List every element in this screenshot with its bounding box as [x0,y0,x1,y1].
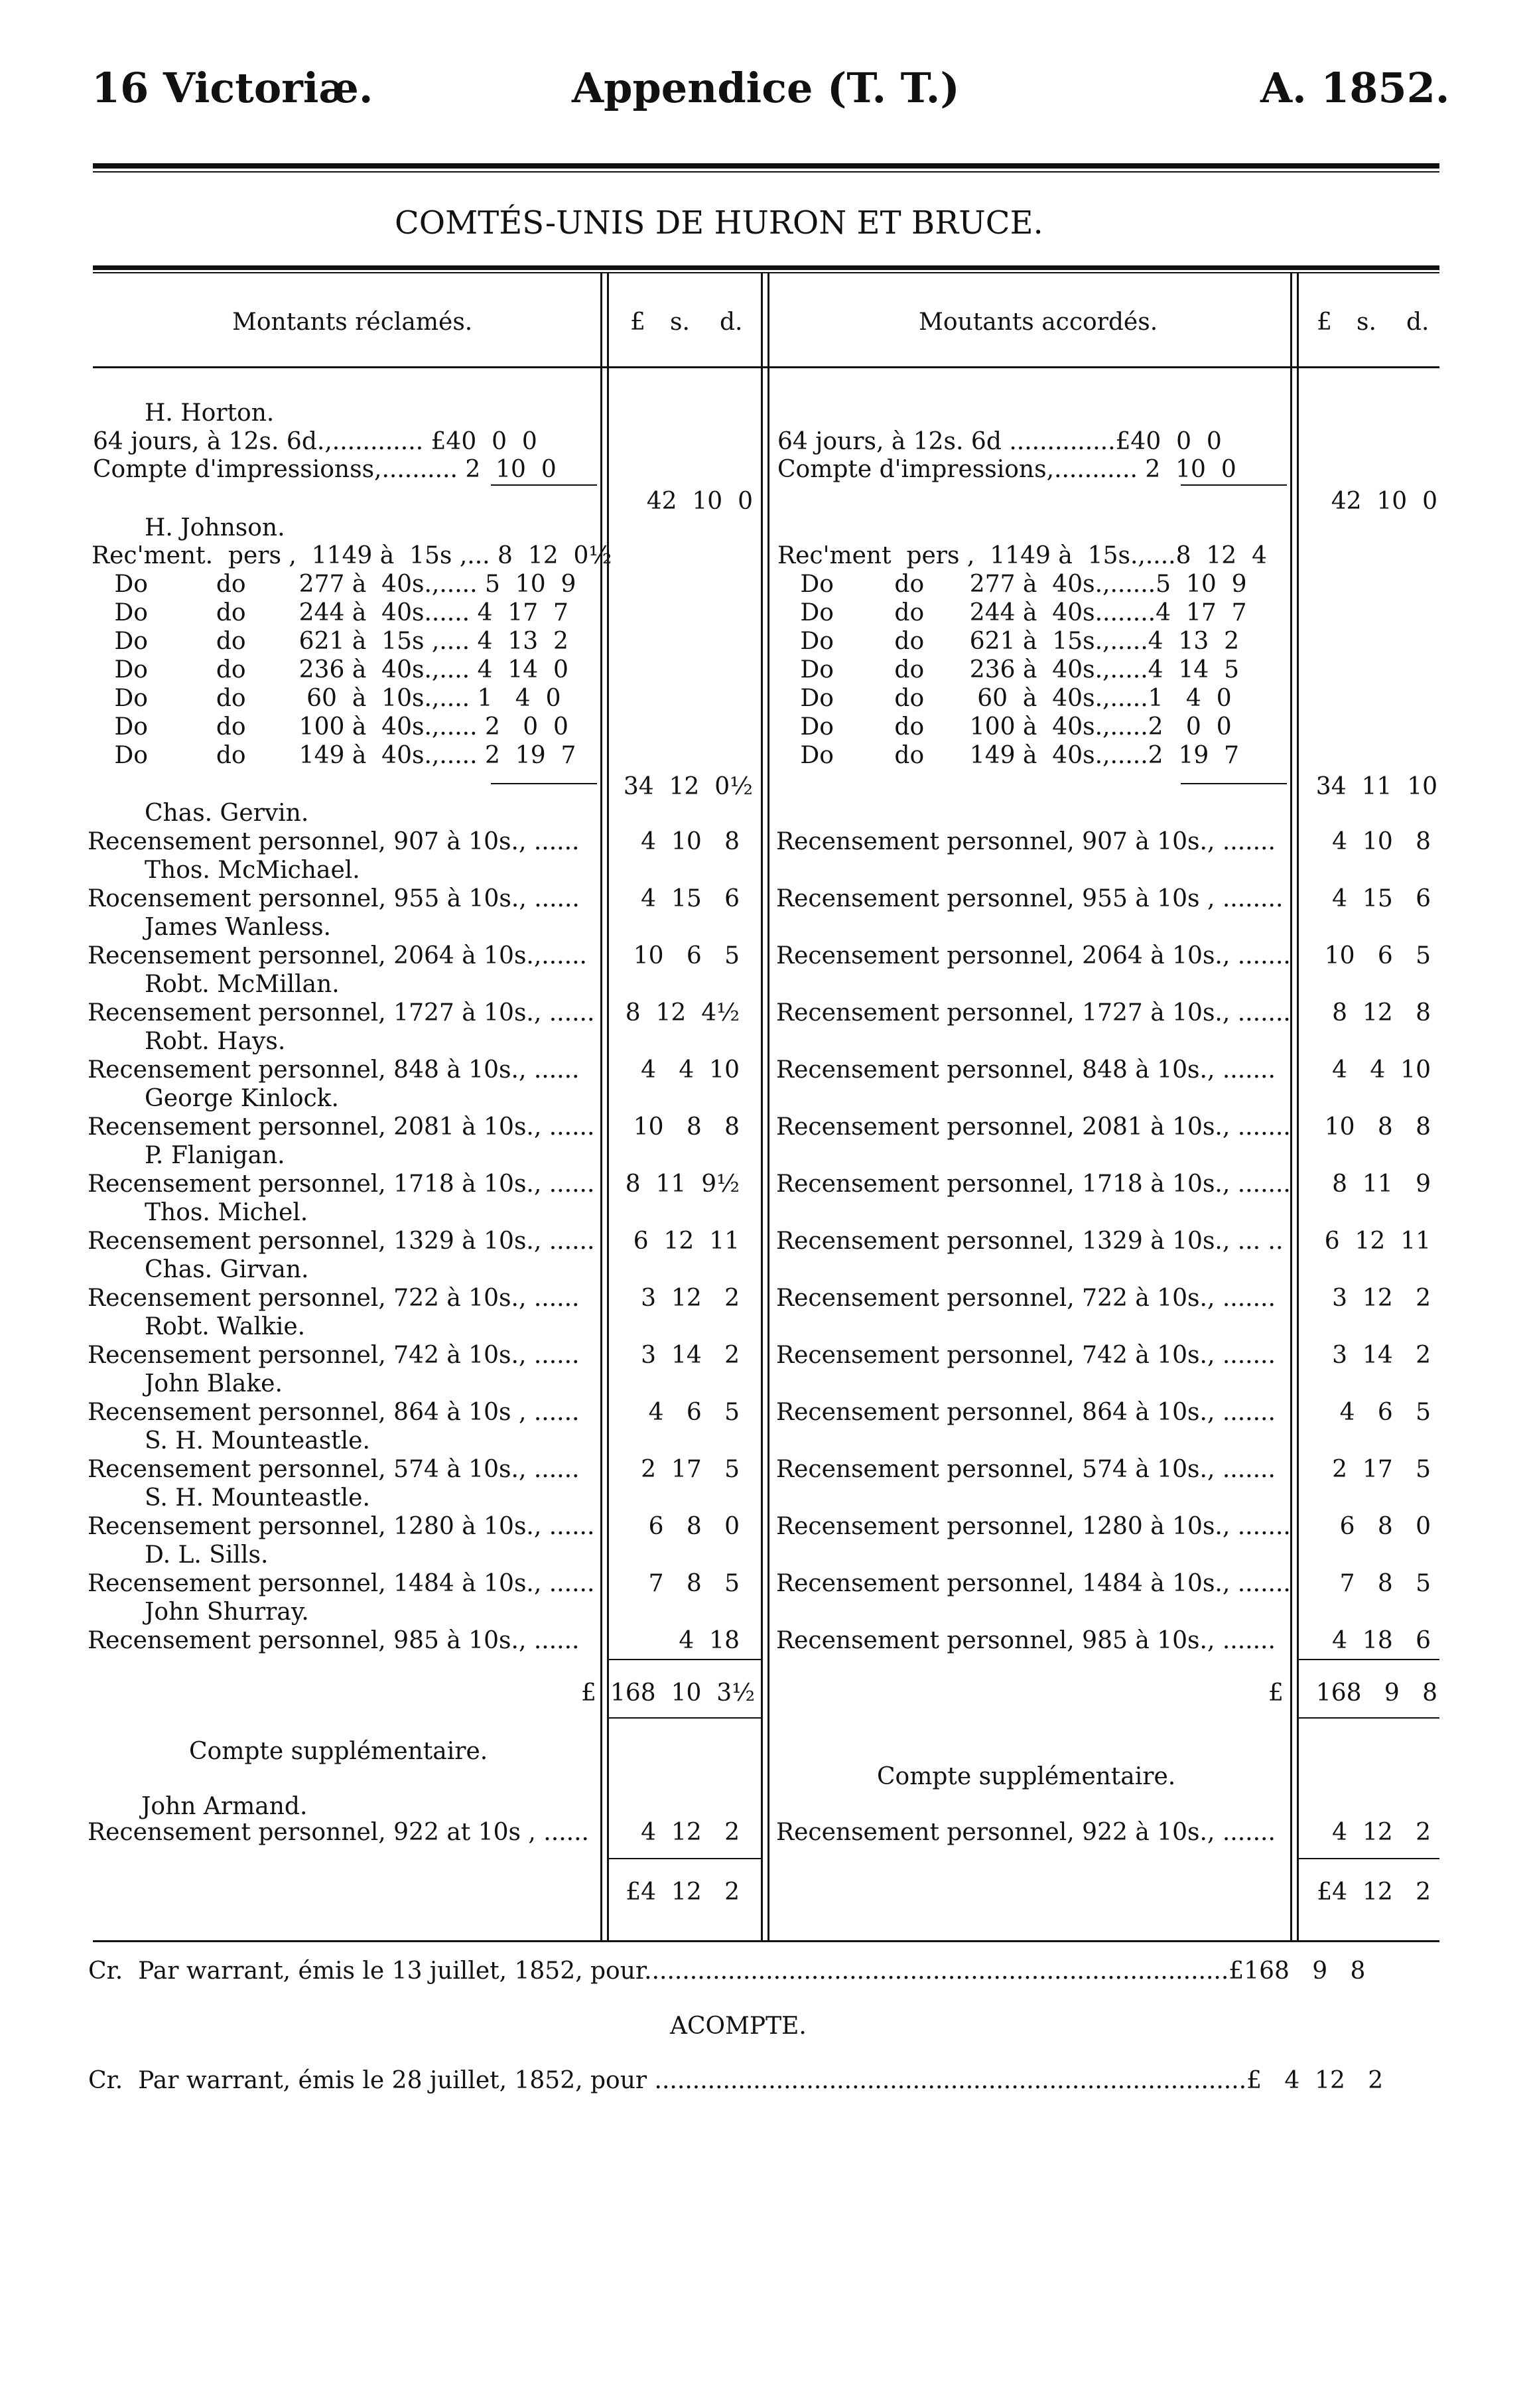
amount: 10 8 8 [633,1113,740,1141]
subtotal-rule [491,484,597,486]
col-divider-1b [607,273,609,1940]
credit-line-2: Cr. Par warrant, émis le 28 juillet, 1852, pour ..............................................................................£ 4 12 2 [88,2067,1384,2094]
line-item: Recensement personnel, 907 à 10s., ....... [776,828,1276,855]
col-header-d-l: d. [720,309,743,336]
amount: 8 11 9½ [625,1170,740,1198]
claimant-name: Robt. McMillan. [145,971,340,998]
header-under-rule [93,366,1439,368]
amount: 6 12 11 [633,1228,740,1255]
claimant-name: H. Horton. [145,399,275,427]
grand-total-pound: £ [581,1679,596,1707]
line-item: Do do 236 à 40s.,.....4 14 5 [777,656,1240,683]
line-item: Recensement personnel, 2064 à 10s., ....... [776,942,1291,969]
line-item: Recensement personnel, 1280 à 10s., ....... [776,1513,1291,1540]
col-divider-2b [767,273,769,1940]
amount: 4 12 2 [641,1819,740,1846]
line-item: Rocensement personnel, 955 à 10s., ...... [88,885,580,912]
amount: 4 18 [679,1627,740,1654]
claimant-name: P. Flanigan. [145,1142,285,1169]
supplement-total: £4 12 2 [626,1878,740,1906]
claimant-name: James Wanless. [145,914,331,941]
header-rule [93,163,1439,169]
amount: 6 8 0 [648,1513,740,1540]
col-divider-3b [1297,273,1299,1940]
line-item: Do do 60 à 10s.,.... 1 4 0 [92,685,561,712]
col-header-s-r: s. [1357,309,1376,336]
amount: 8 12 4½ [625,999,740,1027]
line-item: Recensement personnel, 864 à 10s , ...... [88,1399,580,1426]
line-item: Do do 100 à 40s.,.....2 0 0 [777,713,1232,741]
line-item: Recensement personnel, 722 à 10s., ...... [88,1285,580,1312]
line-item: Recensement personnel, 1484 à 10s., ...... [88,1570,595,1597]
title-rule [93,265,1439,270]
col-divider-3 [1290,273,1292,1940]
header-right: A. 1852. [1260,64,1450,112]
amount: 4 12 2 [1332,1819,1431,1846]
line-item: Recensement personnel, 907 à 10s., ...... [88,828,580,855]
line-item: Do do 149 à 40s.,..... 2 19 7 [92,742,576,769]
line-item: Recensement personnel, 2081 à 10s., ....... [776,1113,1291,1141]
supplement-total: £4 12 2 [1317,1878,1431,1906]
line-item: Recensement personnel, 1329 à 10s., ...... [88,1228,595,1255]
col-divider-1 [600,273,602,1940]
amount: 6 8 0 [1339,1513,1431,1540]
line-item: Do do 621 à 15s ,.... 4 13 2 [92,628,568,655]
title-rule-thin [93,272,1439,273]
col-header-pound-r: £ [1317,309,1332,336]
line-item: 64 jours, à 12s. 6d.,............ £40 0 0 [93,428,537,455]
line-item: Recensement personnel, 922 at 10s , ...... [88,1819,589,1846]
amount: 10 6 5 [633,942,740,969]
line-item: Recensement personnel, 1329 à 10s., ... .. [776,1228,1284,1255]
line-item: Rec'ment. pers , 1149 à 15s ,... 8 12 0½ [92,542,612,569]
line-item: Recensement personnel, 1727 à 10s., ...... [88,999,595,1027]
amount: 4 4 10 [1332,1056,1431,1084]
subtotal: 42 10 0 [1331,488,1437,515]
amount: 2 17 5 [1332,1456,1431,1483]
claimant-name: George Kinlock. [145,1085,339,1112]
claimant-name: John Armand. [141,1793,308,1820]
amount: 4 6 5 [1339,1399,1431,1426]
header-rule-thin [93,171,1439,173]
subtotal-rule [1181,783,1287,784]
line-item: Recensement personnel, 2081 à 10s., ...... [88,1113,595,1141]
footer-rule [93,1940,1439,1942]
col-divider-2 [761,273,763,1940]
claimant-name: John Blake. [145,1370,283,1397]
line-item: Recensement personnel, 848 à 10s., ....... [776,1056,1276,1084]
claimant-name: John Shurray. [145,1598,309,1626]
line-item: Do do 149 à 40s.,.....2 19 7 [777,742,1240,769]
subtotal: 42 10 0 [646,488,753,515]
claimant-name: Thos. McMichael. [145,857,360,884]
header-left: 16 Victoriæ. [92,64,373,112]
amount: 4 18 6 [1332,1627,1431,1654]
line-item: Rec'ment pers , 1149 à 15s.,....8 12 4 [777,542,1267,569]
amount: 4 4 10 [641,1056,740,1084]
line-item: Do do 244 à 40s........4 17 7 [777,599,1247,626]
line-item: Do do 236 à 40s.,.... 4 14 0 [92,656,568,683]
line-item: Recensement personnel, 985 à 10s., ...... [88,1627,580,1654]
amount: 2 17 5 [641,1456,740,1483]
line-item: Recensement personnel, 922 à 10s., ....... [776,1819,1276,1846]
subtotal-rule [491,783,597,784]
amount: 4 15 6 [1332,885,1431,912]
col-header-s-l: s. [670,309,690,336]
amount: 3 12 2 [1332,1285,1431,1312]
claimant-name: Robt. Hays. [145,1028,286,1055]
line-item: Recensement personnel, 574 à 10s., ....... [776,1456,1276,1483]
line-item: Recensement personnel, 1280 à 10s., ...... [88,1513,595,1540]
line-item: Recensement personnel, 742 à 10s., ...... [88,1342,580,1369]
amount: 10 6 5 [1324,942,1431,969]
line-item: Compte d'impressionss,.......... 2 10 0 [93,456,557,483]
amount: 3 14 2 [641,1342,740,1369]
claimant-name: S. H. Mounteastle. [145,1484,370,1512]
col-header-left: Montants réclamés. [232,309,473,336]
line-item: Recensement personnel, 1727 à 10s., ....... [776,999,1291,1027]
line-item: Recensement personnel, 1718 à 10s., ...... [88,1170,595,1198]
amount: 3 14 2 [1332,1342,1431,1369]
line-item: Recensement personnel, 864 à 10s., ....... [776,1399,1276,1426]
total-rule [1299,1717,1439,1719]
amount: 4 10 8 [1332,828,1431,855]
claimant-name: Chas. Gervin. [145,800,309,827]
line-item: Recensement personnel, 2064 à 10s.,...... [88,942,587,969]
line-item: Do do 277 à 40s.,..... 5 10 9 [92,571,576,598]
header-center: Appendice (T. T.) [572,64,960,112]
supplement-heading: Compte supplémentaire. [189,1738,488,1765]
line-item: Recensement personnel, 742 à 10s., ....... [776,1342,1276,1369]
col-header-pound-l: £ [630,309,645,336]
total-rule [1299,1858,1439,1859]
total-rule [609,1659,761,1660]
subtotal: 34 11 10 [1315,773,1437,800]
claimant-name: Robt. Walkie. [145,1313,306,1340]
amount: 4 6 5 [648,1399,740,1426]
line-item: Do do 60 à 40s.,.....1 4 0 [777,685,1232,712]
line-item: Recensement personnel, 1718 à 10s., ....... [776,1170,1291,1198]
line-item: Recensement personnel, 722 à 10s., ....... [776,1285,1276,1312]
line-item: 64 jours, à 12s. 6d ..............£40 0 0 [777,428,1222,455]
col-header-right: Moutants accordés. [919,309,1158,336]
grand-total-right: 168 9 8 [1315,1679,1437,1707]
col-header-d-r: d. [1406,309,1429,336]
claimant-name: D. L. Sills. [145,1541,269,1569]
grand-total-left: 168 10 3½ [610,1679,756,1707]
subtotal: 34 12 0½ [623,773,753,800]
amount: 6 12 11 [1324,1228,1431,1255]
line-item: Recensement personnel, 848 à 10s., ...... [88,1056,580,1084]
grand-total-pound: £ [1268,1679,1284,1707]
amount: 4 10 8 [641,828,740,855]
line-item: Do do 244 à 40s...... 4 17 7 [92,599,568,626]
line-item: Recensement personnel, 985 à 10s., ....... [776,1627,1276,1654]
subtotal-rule [1181,484,1287,486]
line-item: Recensement personnel, 1484 à 10s., ....... [776,1570,1291,1597]
claimant-name: S. H. Mounteastle. [145,1427,370,1454]
amount: 4 15 6 [641,885,740,912]
line-item: Compte d'impressions,........... 2 10 0 [777,456,1236,483]
claimant-name: Chas. Girvan. [145,1256,309,1283]
amount: 7 8 5 [648,1570,740,1597]
supplement-heading: Compte supplémentaire. [877,1763,1176,1790]
line-item: Do do 277 à 40s.,......5 10 9 [777,571,1247,598]
amount: 3 12 2 [641,1285,740,1312]
acompte-heading: ACOMPTE. [670,2013,807,2040]
claimant-name: H. Johnson. [145,514,285,541]
line-item: Do do 100 à 40s.,..... 2 0 0 [92,713,568,741]
amount: 7 8 5 [1339,1570,1431,1597]
amount: 8 11 9 [1332,1170,1431,1198]
total-rule [1299,1659,1439,1660]
amount: 8 12 8 [1332,999,1431,1027]
total-rule [609,1858,761,1859]
credit-line-1: Cr. Par warrant, émis le 13 juillet, 1852, pour.............................................................................£168 9 8 [88,1957,1366,1985]
line-item: Recensement personnel, 955 à 10s , ........ [776,885,1284,912]
amount: 10 8 8 [1324,1113,1431,1141]
page-title: COMTÉS-UNIS DE HURON ET BRUCE. [395,204,1043,242]
claimant-name: Thos. Michel. [145,1199,308,1226]
total-rule [609,1717,761,1719]
line-item: Recensement personnel, 574 à 10s., ...... [88,1456,580,1483]
line-item: Do do 621 à 15s.,.....4 13 2 [777,628,1240,655]
